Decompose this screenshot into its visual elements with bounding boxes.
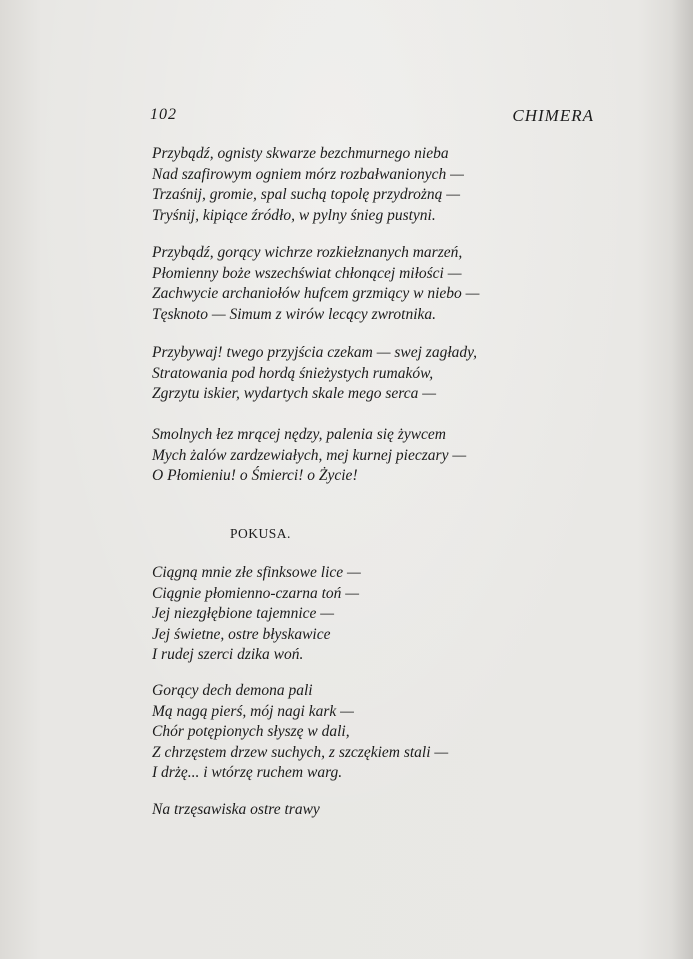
verse-line: Trzaśnij, gromie, spal suchą topolę przydrożną — (152, 186, 461, 203)
verse-line: Ciągną mnie złe sfinksowe lice — (152, 564, 361, 581)
stanza-7 (152, 800, 320, 821)
page-number: 102 (150, 106, 177, 123)
stanza-4 (152, 425, 466, 487)
verse-line: I rudej szerci dzika woń. (152, 646, 304, 663)
verse-line: Z chrzęstem drzew suchych, z szczękiem stali — (152, 743, 449, 761)
verse-line: Nad szafirowym ogniem mórz rozbałwanionych — (152, 165, 464, 183)
verse-line: Na trzęsawiska ostre trawy (152, 801, 320, 818)
verse-line: Przybywaj! twego przyjścia czekam — swej zagłady, (152, 344, 478, 361)
verse-line: Zgrzytu iskier, wydartych skale mego serca — (152, 385, 436, 402)
stanza-1 (152, 144, 464, 226)
verse-line: Jej świetne, ostre błyskawice (152, 625, 331, 643)
running-title: CHIMERA (512, 106, 594, 125)
verse-line: Jej niezgłębione tajemnice — (152, 605, 335, 622)
verse-line: Gorący dech demona pali (152, 682, 313, 699)
verse-line: Stratowania pod hordą śnieżystych rumaków, (152, 364, 434, 382)
verse-line: Przybądź, gorący wichrze rozkiełznanych marzeń, (152, 244, 463, 261)
verse-line: Przybądź, ognisty skwarze bezchmurnego nieba (152, 145, 449, 162)
verse-line: O Płomieniu! o Śmierci! o Życie! (152, 467, 358, 484)
verse-line: Mych żalów zardzewiałych, mej kurnej pieczary — (152, 446, 467, 464)
stanza-5 (152, 563, 361, 666)
stanza-6 (152, 681, 448, 784)
page-edge-shadow (671, 0, 693, 959)
verse-line: I drżę... i wtórzę ruchem warg. (152, 764, 343, 781)
verse-line: Ciągnie płomienno-czarna toń — (152, 584, 360, 602)
verse-line: Zachwycie archaniołów hufcem grzmiący w niebo — (152, 285, 480, 302)
verse-line: Tryśnij, kipiące źródło, w pylny śnieg pustyni. (152, 206, 436, 224)
verse-line: Mą nagą pierś, mój nagi kark — (152, 702, 354, 720)
stanza-2 (152, 243, 479, 325)
poem-title: POKUSA. (230, 526, 291, 541)
stanza-3 (152, 343, 477, 405)
verse-line: Tęsknoto — Simum z wirów lecący zwrotnika. (152, 305, 437, 323)
verse-line: Smolnych łez mrącej nędzy, palenia się żywcem (152, 426, 446, 443)
verse-line: Chór potępionych słyszę w dali, (152, 723, 350, 740)
verse-line: Płomienny boże wszechświat chłonącej miłości — (152, 264, 462, 282)
running-head (150, 106, 594, 128)
